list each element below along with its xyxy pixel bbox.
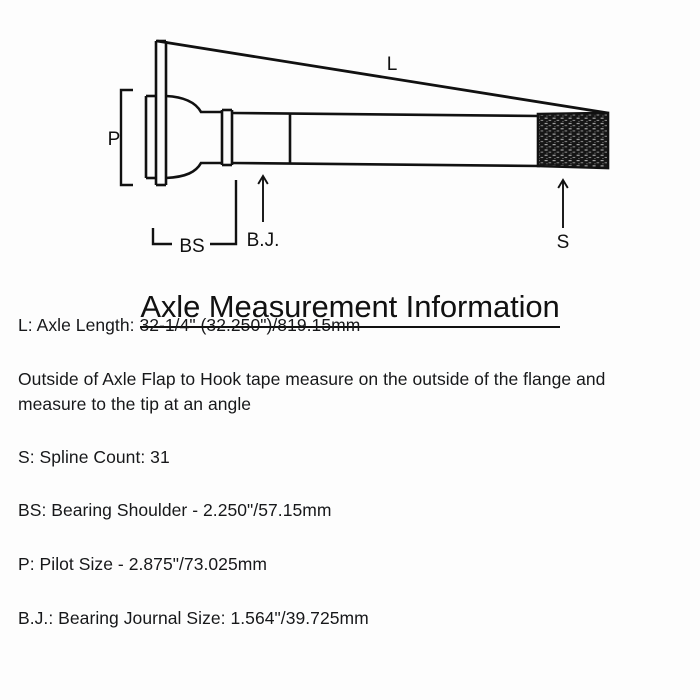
spec-measurement-note: Outside of Axle Flap to Hook tape measure on the outside of the flange and measure to the tip at an angle [18, 368, 606, 414]
pilot-size-bracket [121, 90, 133, 185]
spline-arrow [558, 180, 568, 228]
callout-label-BJ: B.J. [246, 230, 280, 251]
callout-label-P: P [107, 129, 121, 150]
spec-axle-length: L: Axle Length: 32-1/4" (32.250")/819.15mm [18, 315, 361, 335]
axle-diagram [0, 0, 700, 262]
spline-hatch-fill [539, 114, 607, 167]
spec-bearing-journal-size: B.J.: Bearing Journal Size: 1.564"/39.725mm [18, 608, 369, 629]
bearing-journal-arrow [258, 176, 268, 222]
callout-label-L: L [386, 54, 398, 75]
axle-diagram-svg [0, 0, 700, 262]
callout-label-BS: BS [179, 236, 205, 257]
spec-list [18, 313, 682, 631]
hub-taper-bottom [166, 163, 222, 178]
bearing-shoulder-bracket [153, 180, 236, 244]
page-title: Axle Measurement Information [140, 289, 559, 329]
hub-taper-top [166, 96, 222, 112]
shaft-top-edge [232, 113, 540, 116]
spec-pilot-size: P: Pilot Size - 2.875"/73.025mm [18, 554, 267, 575]
axle-body-outline [146, 41, 608, 185]
spec-spline-count: S: Spline Count: 31 [18, 446, 170, 467]
spec-bearing-shoulder: BS: Bearing Shoulder - 2.250"/57.15mm [18, 500, 332, 521]
shaft-bottom-edge [232, 163, 540, 166]
callout-label-S: S [556, 232, 570, 253]
length-dimension-line [157, 41, 608, 113]
